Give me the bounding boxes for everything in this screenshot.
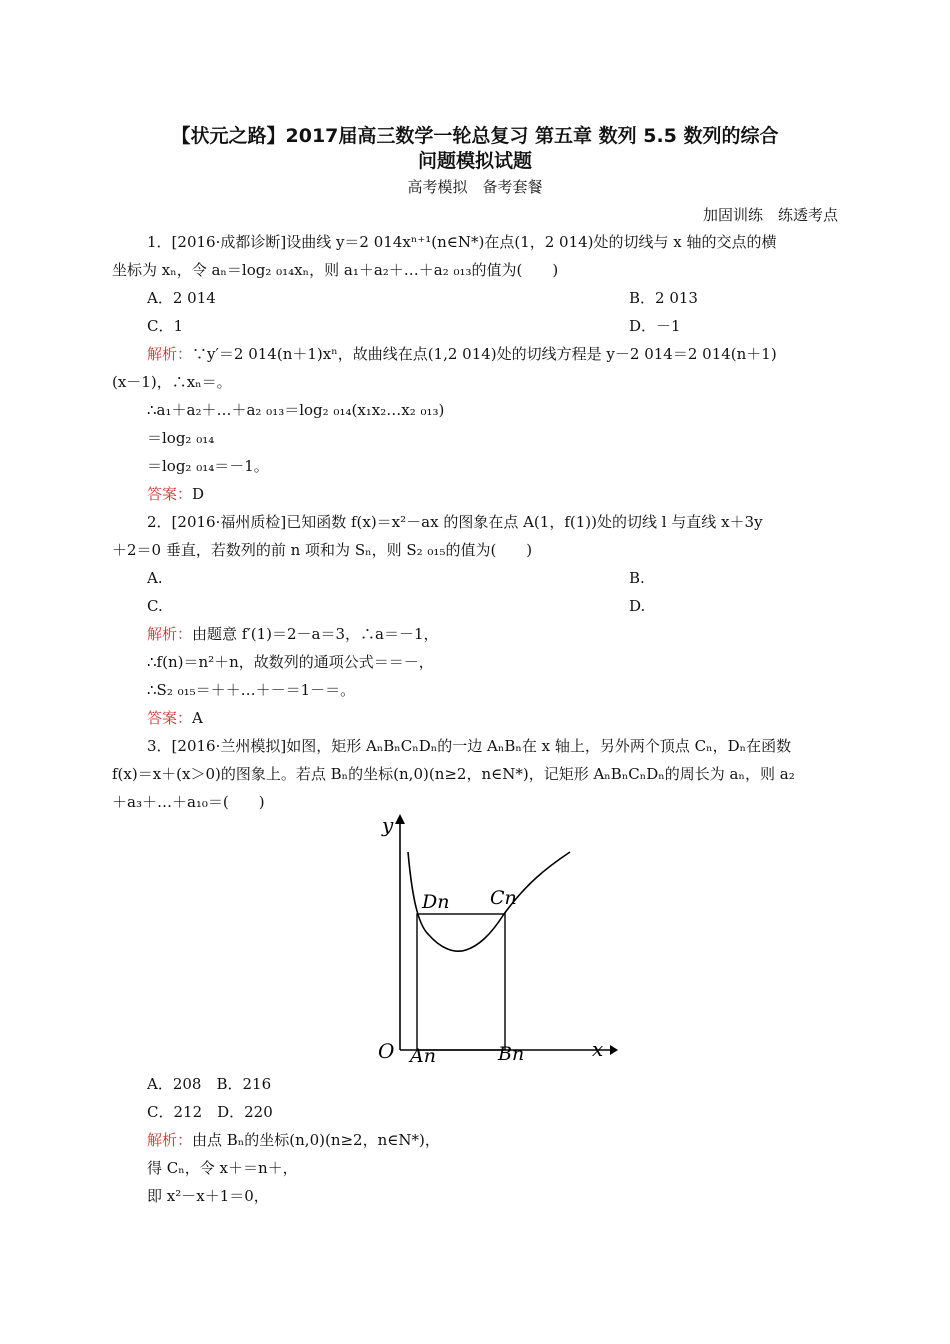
q3-solution-2: 得 Cₙ，令 x＋＝n＋，: [147, 1159, 298, 1177]
q1-option-c: C．1: [147, 317, 184, 335]
q1-option-d: D．－1: [629, 317, 681, 335]
q1-answer: [147, 484, 873, 504]
q1-line-1: 1．[2016·成都诊断]设曲线 y＝2 014xⁿ⁺¹(n∈N*)在点(1，2 014)处的切线与 x 轴的交点的横: [147, 233, 777, 251]
q2-line-1: 2．[2016·福州质检]已知函数 f(x)＝x²－ax 的图象在点 A(1，f(1))处的切线 l 与直线 x＋3y: [147, 513, 763, 531]
label-bn: Bn: [498, 1043, 525, 1064]
document-title: [110, 124, 840, 174]
q2-line-2: ＋2＝0 垂直，若数列的前 n 项和为 Sₙ，则 S₂ ₀₁₅的值为( ): [112, 541, 533, 559]
q2-solution-1: [147, 624, 873, 644]
q1-answer-value: D: [192, 485, 205, 503]
q1-solution-3: ∴a₁＋a₂＋…＋a₂ ₀₁₃＝log₂ ₀₁₄(x₁x₂…x₂ ₀₁₃): [147, 401, 445, 419]
q1-line-2: 坐标为 xₙ，令 aₙ＝log₂ ₀₁₄xₙ，则 a₁＋a₂＋…＋a₂ ₀₁₃的值为( ): [112, 261, 559, 279]
label-origin: O: [378, 1039, 395, 1063]
q3-options-cd: C．212 D．220: [147, 1103, 273, 1121]
q2-option-d: D.: [629, 597, 646, 615]
q2-option-c: C.: [147, 597, 163, 615]
y-axis-arrow: [395, 814, 405, 824]
x-axis-arrow: [610, 1045, 618, 1055]
q2-answer: [147, 708, 873, 728]
section-tag: 加固训练 练透考点: [702, 206, 838, 224]
q2-option-a: A.: [147, 569, 163, 587]
q1-solution-4: ＝log₂ ₀₁₄: [147, 429, 215, 447]
q1-sol-text-1: ∵y′＝2 014(n＋1)xⁿ，故曲线在点(1,2 014)处的切线方程是 y－2 014＝2 014(n＋1): [192, 345, 777, 363]
q3-sol-text-1: 由点 Bₙ的坐标(n,0)(n≥2，n∈N*)，: [192, 1131, 440, 1149]
q2-solution-3: ∴S₂ ₀₁₅＝＋＋…＋－＝1－＝。: [147, 681, 356, 699]
title-line-1: 【状元之路】2017届高三数学一轮总复习 第五章 数列 5.5 数列的综合: [171, 125, 779, 147]
label-cn: Cn: [490, 887, 517, 909]
q2-solution-2: ∴f(n)＝n²＋n，故数列的通项公式＝＝－，: [147, 653, 434, 671]
rectangle-curve-figure: [366, 812, 626, 1064]
label-an: An: [410, 1045, 436, 1064]
q1-jiexi-label: 解析：: [147, 345, 193, 363]
label-x: x: [592, 1037, 604, 1061]
q2-option-b: B.: [629, 569, 645, 587]
q1-options-cd: [147, 316, 873, 336]
q1-solution-2: (x－1)，∴xₙ＝。: [112, 373, 232, 391]
q3-solution-3: 即 x²－x＋1＝0，: [147, 1187, 269, 1205]
label-y: y: [382, 813, 394, 837]
q1-solution-1: [147, 344, 873, 364]
q1-options-ab: [147, 288, 873, 308]
q3-line-2: f(x)＝x＋(x＞0)的图象上。若点 Bₙ的坐标(n,0)(n≥2，n∈N*)，记矩形 AₙBₙCₙDₙ的周长为 aₙ，则 a₂: [112, 765, 795, 783]
rectangle-anbncndn: [417, 914, 505, 1050]
q3-solution-1: [147, 1130, 873, 1150]
q2-sol-text-1: 由题意 f′(1)＝2－a＝3，∴a＝－1，: [192, 625, 439, 643]
q1-option-b: B．2 013: [629, 289, 698, 307]
q1-option-a: A．2 014: [147, 289, 216, 307]
subtitle: 高考模拟 备考套餐: [407, 178, 543, 196]
q1-answer-label: 答案：: [147, 485, 193, 503]
q3-options-ab: A．208 B．216: [147, 1075, 272, 1093]
q3-line-1: 3．[2016·兰州模拟]如图，矩形 AₙBₙCₙDₙ的一边 AₙBₙ在 x 轴上，另外两个顶点 Cₙ，Dₙ在函数: [147, 737, 792, 755]
q1-solution-5: ＝log₂ ₀₁₄＝－1。: [147, 457, 269, 475]
title-line-2: 问题模拟试题: [417, 150, 532, 172]
q2-answer-value: A: [192, 709, 203, 727]
q2-answer-label: 答案：: [147, 709, 193, 727]
q3-line-3: ＋a₃＋…＋a₁₀＝( ): [112, 793, 265, 811]
q3-jiexi-label: 解析：: [147, 1131, 193, 1149]
q2-jiexi-label: 解析：: [147, 625, 193, 643]
q2-options-ab: [147, 568, 873, 588]
label-dn: Dn: [422, 891, 450, 913]
q2-options-cd: [147, 596, 873, 616]
